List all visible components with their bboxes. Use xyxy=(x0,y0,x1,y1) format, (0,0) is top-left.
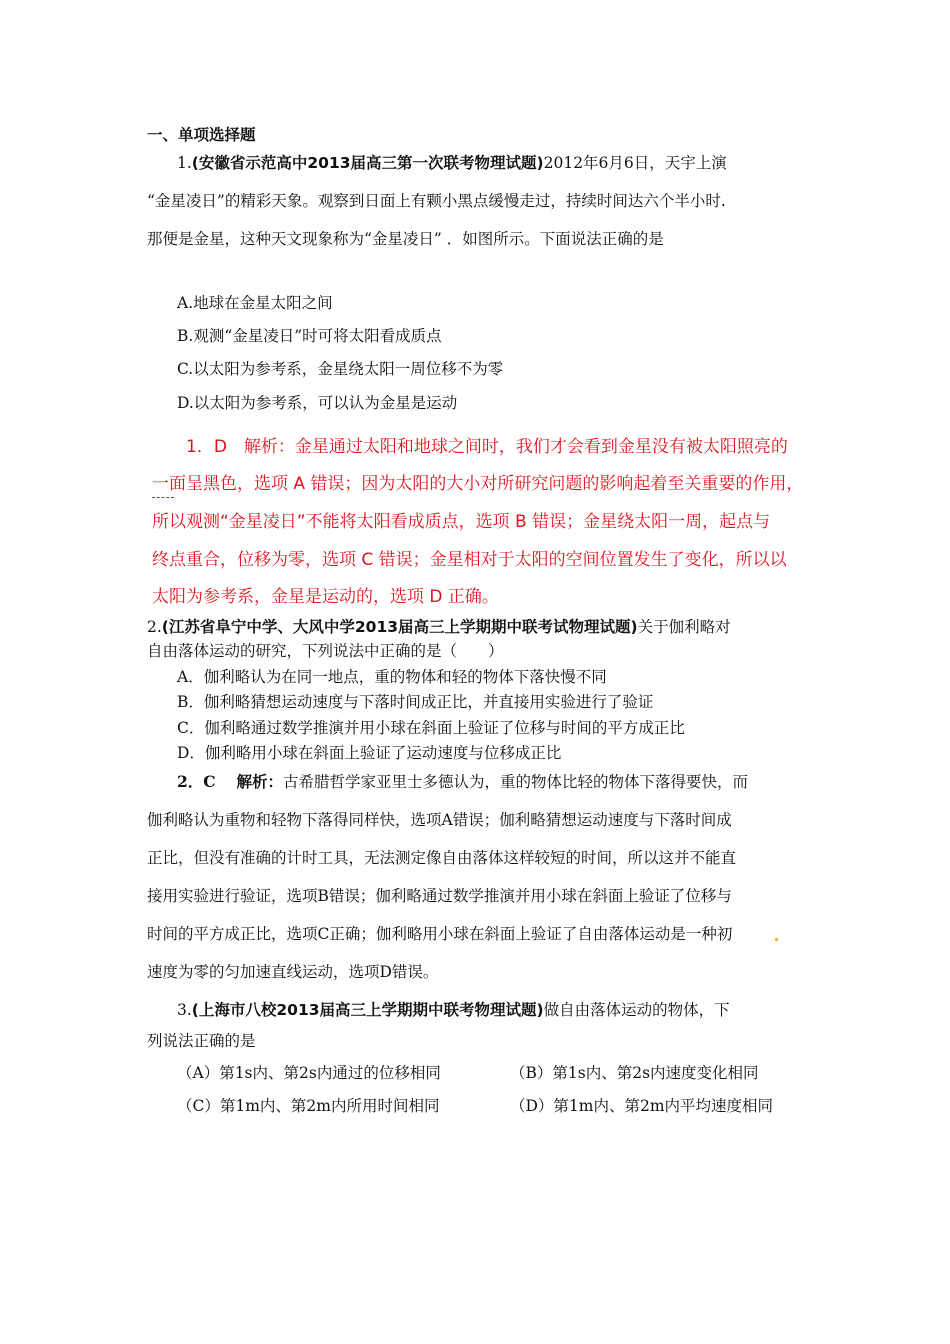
q2-option-c: C．伽利略通过数学推演并用小球在斜面上验证了位移与时间的平方成正比 xyxy=(177,719,685,737)
q1-answer-line-1: 1．D 解析：金星通过太阳和地球之间时，我们才会看到金星没有被太阳照亮的 xyxy=(186,437,788,457)
question-2-line-1 xyxy=(147,617,731,637)
question-1-line-2: “金星凌日”的精彩天象。观察到日面上有颗小黑点缓慢走过，持续时间达六个半小时. xyxy=(147,192,726,210)
question-3-line-2: 列说法正确的是 xyxy=(147,1032,256,1050)
question-source: (上海市八校2013届高三上学期期中联考物理试题) xyxy=(191,1001,544,1019)
q2-option-d: D．伽利略用小球在斜面上验证了运动速度与位移成正比 xyxy=(177,744,562,762)
q2-answer-line-5: 时间的平方成正比，选项C正确；伽利略用小球在斜面上验证了自由落体运动是一种初 xyxy=(147,925,733,943)
question-stem: 关于伽利略对 xyxy=(637,618,731,636)
q2-option-a: A．伽利略认为在同一地点，重的物体和轻的物体下落快慢不同 xyxy=(177,668,607,686)
q1-option-d: D.以太阳为参考系，可以认为金星是运动 xyxy=(177,394,458,412)
question-number: 3. xyxy=(177,1001,192,1019)
q2-answer-line-2: 伽利略认为重物和轻物下落得同样快，选项A错误；伽利略猜想运动速度与下落时间成 xyxy=(147,811,732,829)
q1-option-a: A.地球在金星太阳之间 xyxy=(177,294,333,312)
q2-answer-line-3: 正比，但没有准确的计时工具，无法测定像自由落体这样较短的时间，所以这并不能直 xyxy=(147,849,737,867)
q3-option-d: （D）第1m内、第2m内平均速度相同 xyxy=(510,1097,774,1115)
q1-answer-line-5: 太阳为参考系，金星是运动的，选项 D 正确。 xyxy=(152,587,499,607)
q1-option-b: B.观测“金星凌日”时可将太阳看成质点 xyxy=(177,327,442,345)
question-1-line-3: 那便是金星，这种天文现象称为“金星凌日” ．如图所示。下面说法正确的是 xyxy=(147,230,664,248)
question-source: (安徽省示范高中2013届高三第一次联考物理试题) xyxy=(191,154,544,172)
question-number: 1. xyxy=(177,154,192,172)
q1-option-c: C.以太阳为参考系，金星绕太阳一周位移不为零 xyxy=(177,360,504,378)
q3-option-a: （A）第1s内、第2s内通过的位移相同 xyxy=(177,1064,441,1082)
question-3-line-1 xyxy=(177,1000,730,1020)
q3-option-b: （B）第1s内、第2s内速度变化相同 xyxy=(510,1064,759,1082)
section-title: 一、单项选择题 xyxy=(147,126,256,144)
q3-option-c: （C）第1m内、第2m内所用时间相同 xyxy=(177,1097,440,1115)
q1-answer-line-4: 终点重合，位移为零，选项 C 错误；金星相对于太阳的空间位置发生了变化，所以以 xyxy=(152,550,787,570)
question-stem: 2012年6月6日，天宇上演 xyxy=(543,154,727,172)
q2-answer-line-4: 接用实验进行验证，选项B错误；伽利略通过数学推演并用小球在斜面上验证了位移与 xyxy=(147,887,732,905)
q2-option-b: B．伽利略猜想运动速度与下落时间成正比，并直接用实验进行了验证 xyxy=(177,693,654,711)
question-number: 2. xyxy=(147,618,162,636)
answer-label: 2．C 解析： xyxy=(177,772,284,791)
q2-answer-line-6: 速度为零的匀加速直线运动，选项D错误。 xyxy=(147,963,439,981)
mark-dot xyxy=(775,938,778,941)
q1-answer-line-2: 一面呈黑色，选项 A 错误；因为太阳的大小对所研究问题的影响起着至关重要的作用， xyxy=(152,474,804,494)
question-stem: 做自由落体运动的物体，下 xyxy=(543,1001,730,1019)
question-2-line-2: 自由落体运动的研究，下列说法中正确的是（ ） xyxy=(147,642,504,660)
question-1-line-1 xyxy=(177,153,727,173)
q2-answer-line-1 xyxy=(177,772,748,792)
q1-answer-line-3: 所以观测“金星凌日”不能将太阳看成质点，选项 B 错误；金星绕太阳一周，起点与 xyxy=(152,512,771,532)
question-source: (江苏省阜宁中学、大风中学2013届高三上学期期中联考试物理试题) xyxy=(161,618,638,636)
answer-text: 古希腊哲学家亚里士多德认为，重的物体比轻的物体下落得要快，而 xyxy=(283,773,749,791)
